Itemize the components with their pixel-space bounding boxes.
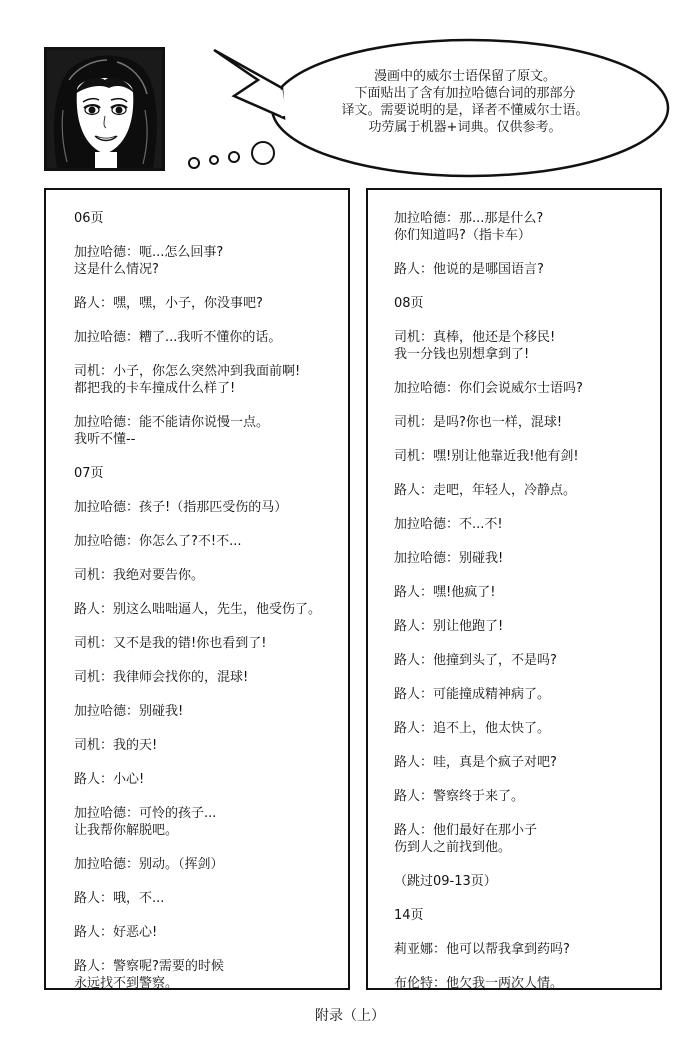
- dialogue-block: [394, 516, 652, 533]
- block-spacer: [74, 618, 340, 635]
- dialogue-block: [74, 805, 340, 839]
- dialogue-block: [74, 890, 340, 907]
- bubble-line: 下面贴出了含有加拉哈德台词的那部分: [354, 86, 576, 101]
- block-spacer: [74, 312, 340, 329]
- narrator-portrait: [44, 47, 165, 171]
- block-spacer: [74, 907, 340, 924]
- block-spacer: [394, 601, 652, 618]
- dialogue-block: [74, 924, 340, 941]
- dialogue-line: （跳过09-13页）: [394, 874, 497, 889]
- block-spacer: [74, 686, 340, 703]
- right-column-text: [394, 210, 652, 992]
- block-spacer: [74, 754, 340, 771]
- block-spacer: [394, 805, 652, 822]
- dialogue-line: 司机：又不是我的错!你也看到了!: [74, 636, 267, 651]
- dialogue-line: 我一分钱也别想拿到了!: [394, 347, 530, 362]
- dialogue-line: 路人：嘿!他疯了!: [394, 585, 496, 600]
- dialogue-line: 路人：别这么咄咄逼人，先生，他受伤了。: [74, 602, 322, 617]
- dialogue-block: [74, 958, 340, 992]
- dialogue-block: [394, 380, 652, 397]
- dialogue-block: [74, 244, 340, 278]
- dialogue-line: 加拉哈德：别动。（挥剑）: [74, 857, 224, 872]
- block-spacer: [74, 652, 340, 669]
- dialogue-line: 路人：警察终于来了。: [394, 789, 525, 804]
- block-spacer: [394, 669, 652, 686]
- dialogue-line: 路人：好恶心!: [74, 925, 158, 940]
- block-spacer: [74, 550, 340, 567]
- dialogue-block: [74, 601, 340, 618]
- dialogue-block: [394, 618, 652, 635]
- block-spacer: [74, 448, 340, 465]
- block-spacer: [394, 533, 652, 550]
- dialogue-line: 司机：我的天!: [74, 738, 158, 753]
- dialogue-block: [74, 856, 340, 873]
- dialogue-block: [74, 669, 340, 686]
- dialogue-line: 布伦特：他欠我一两次人情。: [394, 976, 564, 991]
- block-spacer: [394, 244, 652, 261]
- dialogue-block: [394, 788, 652, 805]
- dialogue-block: [74, 210, 340, 227]
- block-spacer: [394, 635, 652, 652]
- dialogue-block: [394, 210, 652, 244]
- dialogue-line: 路人：哦，不...: [74, 891, 165, 906]
- dialogue-line: 路人：追不上，他太快了。: [394, 721, 551, 736]
- dialogue-block: [394, 261, 652, 278]
- dialogue-line: 08页: [394, 296, 424, 311]
- block-spacer: [74, 873, 340, 890]
- dialogue-line: 都把我的卡车撞成什么样了!: [74, 381, 236, 396]
- dialogue-line: 路人：可能撞成精神病了。: [394, 687, 551, 702]
- block-spacer: [394, 465, 652, 482]
- dialogue-line: 伤到人之前找到他。: [394, 840, 512, 855]
- block-spacer: [394, 397, 652, 414]
- block-spacer: [74, 516, 340, 533]
- appendix-caption: 附录（上）: [315, 1008, 385, 1024]
- dialogue-line: 加拉哈德：孩子!（指那匹受伤的马）: [74, 500, 288, 515]
- block-spacer: [394, 567, 652, 584]
- translation-panel-left: [44, 188, 350, 990]
- dialogue-line: 让我帮你解脱吧。: [74, 823, 179, 838]
- block-spacer: [74, 278, 340, 295]
- dialogue-block: [394, 686, 652, 703]
- dialogue-line: 加拉哈德：糟了...我听不懂你的话。: [74, 330, 282, 345]
- dialogue-line: 你们知道吗?（指卡车）: [394, 228, 531, 243]
- block-spacer: [394, 958, 652, 975]
- block-spacer: [74, 584, 340, 601]
- dialogue-block: [74, 635, 340, 652]
- dialogue-block: [394, 873, 652, 890]
- dialogue-block: [74, 363, 340, 397]
- block-spacer: [394, 856, 652, 873]
- dialogue-block: [74, 499, 340, 516]
- block-spacer: [74, 941, 340, 958]
- block-spacer: [74, 720, 340, 737]
- bubble-line: 译文。需要说明的是，译者不懂威尔士语。: [341, 103, 589, 118]
- dialogue-block: [394, 907, 652, 924]
- dialogue-line: 加拉哈德：你们会说威尔士语吗?: [394, 381, 583, 396]
- dialogue-block: [74, 295, 340, 312]
- block-spacer: [394, 312, 652, 329]
- dialogue-line: 加拉哈德：呃...怎么回事?: [74, 245, 224, 260]
- dialogue-line: 加拉哈德：你怎么了?不!不...: [74, 534, 242, 549]
- dialogue-line: 07页: [74, 466, 104, 481]
- dialogue-line: 路人：小心!: [74, 772, 145, 787]
- dialogue-block: [394, 295, 652, 312]
- block-spacer: [394, 890, 652, 907]
- dialogue-block: [74, 329, 340, 346]
- dialogue-block: [394, 550, 652, 567]
- dialogue-line: 司机：真棒，他还是个移民!: [394, 330, 556, 345]
- block-spacer: [394, 499, 652, 516]
- bubble-line: 漫画中的威尔士语保留了原文。: [373, 69, 556, 84]
- dialogue-block: [74, 414, 340, 448]
- dialogue-line: 加拉哈德：可怜的孩子...: [74, 806, 217, 821]
- dialogue-block: [394, 482, 652, 499]
- dialogue-block: [74, 465, 340, 482]
- dialogue-line: 我听不懂--: [74, 432, 136, 447]
- dialogue-line: 06页: [74, 211, 104, 226]
- dialogue-block: [394, 754, 652, 771]
- dialogue-block: [74, 533, 340, 550]
- dialogue-block: [74, 771, 340, 788]
- dialogue-block: [394, 448, 652, 465]
- dialogue-line: 路人：他说的是哪国语言?: [394, 262, 544, 277]
- dialogue-line: 路人：哇，真是个疯子对吧?: [394, 755, 557, 770]
- block-spacer: [394, 737, 652, 754]
- dialogue-block: [394, 652, 652, 669]
- dialogue-block: [394, 822, 652, 856]
- block-spacer: [74, 839, 340, 856]
- dialogue-block: [394, 414, 652, 431]
- dialogue-block: [394, 975, 652, 992]
- dialogue-block: [394, 584, 652, 601]
- dialogue-line: 路人：别让他跑了!: [394, 619, 504, 634]
- dialogue-block: [74, 567, 340, 584]
- dialogue-line: 永远找不到警察。: [74, 976, 179, 991]
- dialogue-line: 加拉哈德：不...不!: [394, 517, 503, 532]
- dialogue-line: 路人：他们最好在那小子: [394, 823, 538, 838]
- dialogue-line: 路人：他撞到头了，不是吗?: [394, 653, 557, 668]
- dialogue-line: 加拉哈德：那...那是什么?: [394, 211, 544, 226]
- block-spacer: [394, 431, 652, 448]
- block-spacer: [74, 788, 340, 805]
- dialogue-block: [394, 941, 652, 958]
- block-spacer: [394, 278, 652, 295]
- dialogue-line: 加拉哈德：别碰我!: [394, 551, 504, 566]
- dialogue-block: [74, 737, 340, 754]
- block-spacer: [394, 363, 652, 380]
- dialogue-line: 路人：嘿，嘿，小子，你没事吧?: [74, 296, 263, 311]
- dialogue-line: 这是什么情况?: [74, 262, 159, 277]
- dialogue-line: 莉亚娜：他可以帮我拿到药吗?: [394, 942, 570, 957]
- speech-bubble-text: [330, 68, 600, 136]
- block-spacer: [394, 771, 652, 788]
- block-spacer: [394, 924, 652, 941]
- block-spacer: [74, 227, 340, 244]
- dialogue-block: [74, 703, 340, 720]
- dialogue-line: 加拉哈德：别碰我!: [74, 704, 184, 719]
- block-spacer: [74, 482, 340, 499]
- dialogue-line: 司机：嘿!别让他靠近我!他有剑!: [394, 449, 579, 464]
- left-column-text: [74, 210, 340, 992]
- dialogue-line: 14页: [394, 908, 424, 923]
- dialogue-line: 司机：小子，你怎么突然冲到我面前啊!: [74, 364, 301, 379]
- dialogue-block: [394, 329, 652, 363]
- dialogue-line: 路人：警察呢?需要的时候: [74, 959, 224, 974]
- block-spacer: [74, 397, 340, 414]
- dialogue-line: 司机：我律师会找你的，混球!: [74, 670, 249, 685]
- block-spacer: [74, 346, 340, 363]
- dialogue-line: 司机：我绝对要告你。: [74, 568, 205, 583]
- dialogue-line: 路人：走吧，年轻人，冷静点。: [394, 483, 577, 498]
- bubble-line: 功劳属于机器+词典。仅供参考。: [368, 120, 562, 135]
- dialogue-line: 加拉哈德：能不能请你说慢一点。: [74, 415, 270, 430]
- translation-panel-right: [366, 188, 662, 990]
- dialogue-block: [394, 720, 652, 737]
- narrator-face-illustration: [47, 50, 162, 168]
- dialogue-line: 司机：是吗?你也一样，混球!: [394, 415, 563, 430]
- block-spacer: [394, 703, 652, 720]
